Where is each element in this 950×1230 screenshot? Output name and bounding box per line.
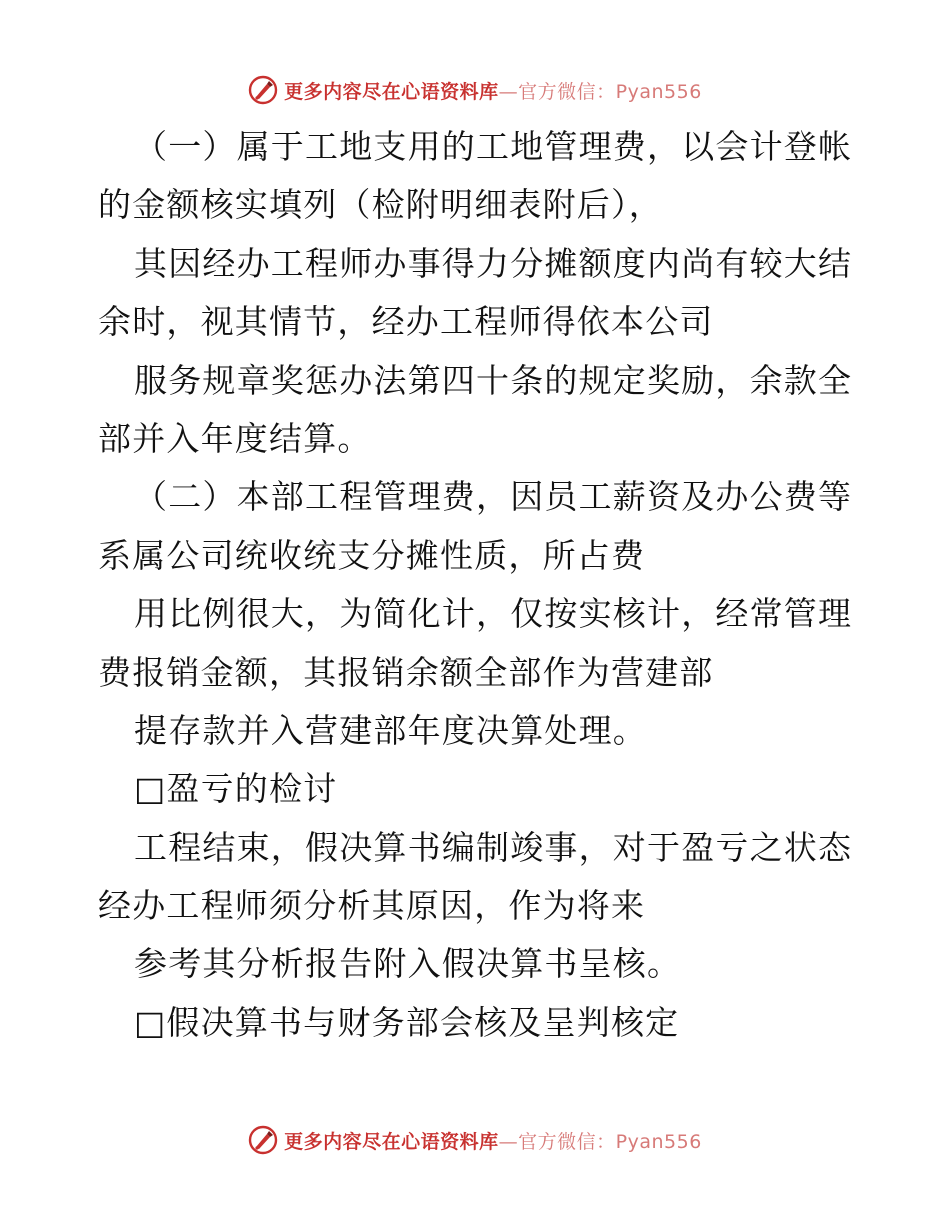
pen-logo-icon [248,1125,278,1155]
body-line: 的金额核实填列（检附明细表附后）， [98,185,663,225]
body-line: 其因经办工程师办事得力分摊额度内尚有较大结 [134,243,853,283]
header-contact: 官方微信：Pyan556 [518,80,702,103]
footer-text [284,1127,702,1154]
body-line: 参考其分析报告附入假决算书呈核。 [134,944,682,984]
body-line: 系属公司统收统支分摊性质，所占费 [98,535,646,575]
footer-dash: — [498,1130,519,1153]
body-line: 费报销金额，其报销余额全部作为营建部 [98,652,714,692]
body-line: 服务规章奖惩办法第四十条的规定奖励，余款全 [134,360,853,400]
footer-contact: 官方微信：Pyan556 [518,1130,702,1153]
header-dash: — [498,80,519,103]
body-line: 余时，视其情节，经办工程师得依本公司 [98,302,714,342]
body-line: 工程结束，假决算书编制竣事，对于盈亏之状态 [134,827,853,867]
body-line: 部并入年度结算。 [98,418,372,458]
pen-logo-icon [248,75,278,105]
document-body [98,118,858,1052]
section-heading: □盈亏的检讨 [134,769,338,809]
header-brand: 更多内容尽在心语资料库 [284,80,499,103]
body-line: 经办工程师须分析其原因，作为将来 [98,886,646,926]
body-line: 用比例很大，为简化计，仅按实核计，经常管理 [134,594,853,634]
footer-brand: 更多内容尽在心语资料库 [284,1130,499,1153]
body-line: （二）本部工程管理费，因员工薪资及办公费等 [134,477,853,517]
section-heading: □假决算书与财务部会核及呈判核定 [134,1002,680,1042]
body-line: （一）属于工地支用的工地管理费，以会计登帐 [134,127,853,166]
header-text [284,77,702,104]
header-banner [0,70,950,110]
body-line: 提存款并入营建部年度决算处理。 [134,710,647,750]
footer-banner [0,1120,950,1160]
